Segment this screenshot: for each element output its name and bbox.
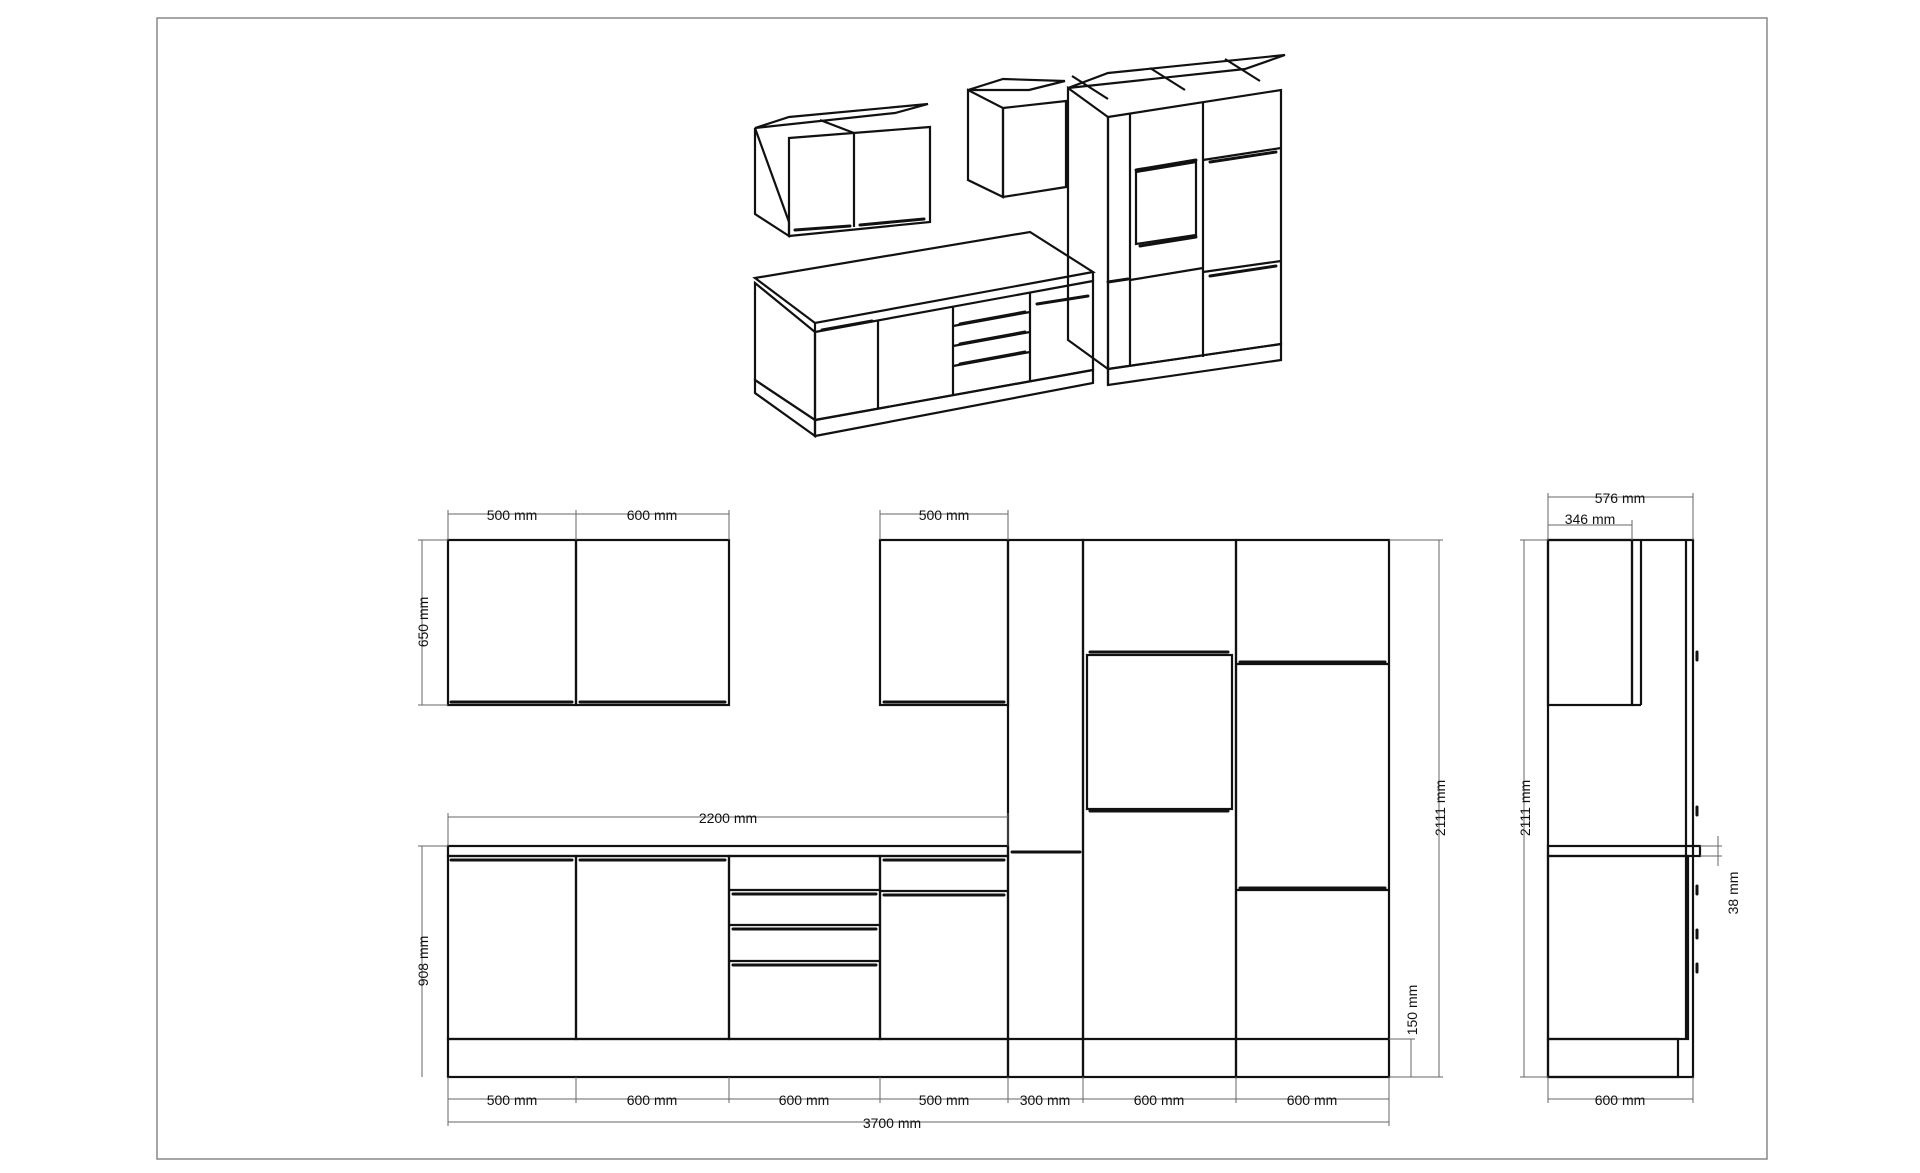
isometric-view [755, 55, 1285, 436]
dim-side-base-depth: 600 mm [1594, 1092, 1646, 1108]
dim-bottom-600-c: 600 mm [1133, 1092, 1185, 1108]
dim-side-height: 2111 mm [1517, 779, 1533, 837]
dim-wall-500: 500 mm [486, 507, 538, 523]
drawing-frame [157, 18, 1767, 1159]
side-base-cabinet [1548, 856, 1688, 1039]
dim-bottom-300: 300 mm [1019, 1092, 1071, 1108]
dim-base-height: 908 mm [415, 935, 431, 987]
front-dimensions [418, 510, 1443, 1126]
dim-worktop-length: 2200 mm [698, 810, 758, 826]
side-dimensions [1520, 493, 1722, 1103]
dim-side-total-depth: 576 mm [1594, 490, 1646, 506]
side-wall-cabinet [1548, 540, 1632, 705]
dim-side-wall-depth: 346 mm [1564, 511, 1616, 527]
dim-wall-height: 650 mm [415, 596, 431, 648]
side-tall-outline [1548, 540, 1693, 1077]
front-view [448, 540, 1389, 1077]
tall-unit-300 [1008, 540, 1083, 1077]
dim-bottom-500: 500 mm [486, 1092, 538, 1108]
dim-bottom-600-a: 600 mm [626, 1092, 678, 1108]
side-worktop [1548, 846, 1700, 856]
dim-plinth-height: 150 mm [1404, 984, 1420, 1036]
dim-side-worktop-thickness: 38 mm [1725, 871, 1741, 915]
wall-cabinet-500-right [880, 540, 1008, 705]
front-dimension-labels [415, 507, 1448, 1131]
side-plinth [1548, 1039, 1678, 1077]
wall-cabinet-600 [576, 540, 729, 705]
dim-bottom-600-d: 600 mm [1286, 1092, 1338, 1108]
side-view [1548, 540, 1700, 1077]
wall-cabinet-500 [448, 540, 576, 705]
dim-bottom-600-b: 600 mm [778, 1092, 830, 1108]
dim-wall-600: 600 mm [626, 507, 678, 523]
dim-wall-500-right: 500 mm [918, 507, 970, 523]
dim-total-width: 3700 mm [862, 1115, 922, 1131]
base-plinth [448, 1039, 1008, 1077]
dim-tall-height: 2111 mm [1432, 779, 1448, 837]
side-dimension-labels [1517, 490, 1741, 1108]
dim-bottom-500-b: 500 mm [918, 1092, 970, 1108]
tall-unit-600-fridge [1236, 540, 1389, 1077]
worktop [448, 846, 1008, 856]
